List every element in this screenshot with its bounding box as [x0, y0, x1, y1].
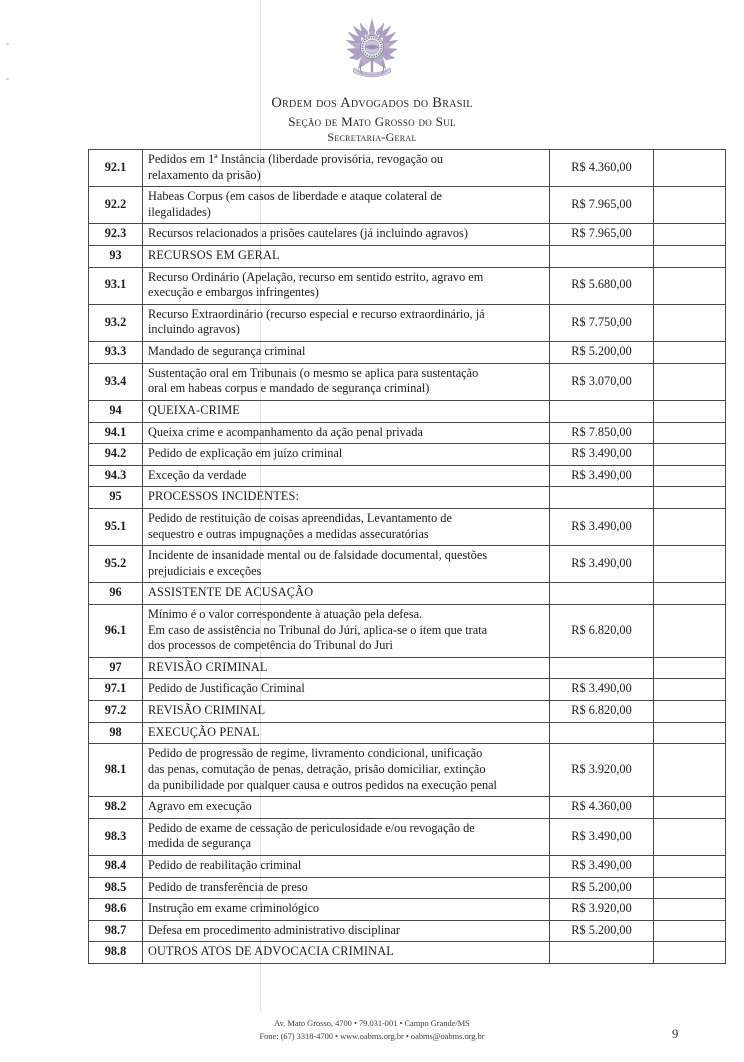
row-code: 92.3	[89, 224, 143, 246]
fee-schedule-table	[88, 149, 726, 964]
table-row	[89, 444, 726, 466]
row-value	[550, 246, 654, 268]
table-row	[89, 818, 726, 855]
row-notes-cell	[654, 877, 726, 899]
row-code: 98.2	[89, 797, 143, 819]
page-number: 9	[672, 1027, 679, 1041]
row-notes-cell	[654, 797, 726, 819]
description-line: ilegalidades)	[148, 204, 211, 219]
row-value: R$ 7.750,00	[550, 304, 654, 341]
description-line: Agravo em execução	[148, 799, 252, 814]
row-description	[143, 920, 550, 942]
description-line: medida de segurança	[148, 836, 252, 851]
row-value: R$ 5.200,00	[550, 920, 654, 942]
row-description	[143, 679, 550, 701]
row-code: 97	[89, 657, 143, 679]
table-row	[89, 920, 726, 942]
row-code: 96	[89, 583, 143, 605]
row-code: 98.8	[89, 942, 143, 964]
description-line: Instrução em exame criminológico	[148, 901, 320, 916]
row-value: R$ 3.490,00	[550, 465, 654, 487]
row-notes-cell	[654, 744, 726, 797]
row-value	[550, 400, 654, 422]
org-title-line-1: Ordem dos Advogados do Brasil	[271, 95, 473, 111]
scan-speck	[6, 78, 9, 80]
footer-address: Av. Mato Grosso, 4700 • 79.031-001 • Campo Grande/MS	[274, 1019, 470, 1028]
description-line: Pedido de restituição de coisas apreendidas, Levantamento de	[148, 510, 452, 525]
row-notes-cell	[654, 267, 726, 304]
row-code: 95.2	[89, 546, 143, 583]
org-title-line-3: Secretaria-Geral	[327, 130, 417, 145]
description-line: dos processos de competência do Tribunal do Juri	[148, 638, 393, 653]
row-code: 94	[89, 400, 143, 422]
row-value: R$ 3.490,00	[550, 818, 654, 855]
row-description	[143, 304, 550, 341]
row-description	[143, 899, 550, 921]
table-row	[89, 701, 726, 723]
row-code: 93.2	[89, 304, 143, 341]
row-description	[143, 605, 550, 658]
row-code: 92.2	[89, 187, 143, 224]
row-notes-cell	[654, 363, 726, 400]
row-notes-cell	[654, 342, 726, 364]
description-line: Pedido de exame de cessação de periculosidade e/ou revogação de	[148, 820, 475, 835]
description-line: relaxamento da prisão)	[148, 167, 261, 182]
description-line: REVISÃO CRIMINAL	[148, 659, 268, 674]
description-line: Pedido de explicação em juízo criminal	[148, 446, 343, 461]
row-notes-cell	[654, 722, 726, 744]
row-notes-cell	[654, 920, 726, 942]
table-row	[89, 304, 726, 341]
description-line: da punibilidade por qualquer causa e outros pedidos na execução penal	[148, 777, 497, 792]
row-description	[143, 487, 550, 509]
organization-title-block	[0, 94, 744, 146]
row-code: 97.2	[89, 701, 143, 723]
row-value: R$ 7.965,00	[550, 187, 654, 224]
row-description	[143, 224, 550, 246]
table-row	[89, 224, 726, 246]
row-code: 92.1	[89, 150, 143, 187]
table-row	[89, 855, 726, 877]
row-value: R$ 3.490,00	[550, 508, 654, 545]
row-code: 98.7	[89, 920, 143, 942]
description-line: QUEIXA-CRIME	[148, 402, 240, 417]
page-footer	[0, 1018, 744, 1043]
row-description	[143, 744, 550, 797]
row-code: 96.1	[89, 605, 143, 658]
row-code: 93.3	[89, 342, 143, 364]
row-description	[143, 818, 550, 855]
row-value	[550, 657, 654, 679]
row-code: 98.4	[89, 855, 143, 877]
table-row	[89, 899, 726, 921]
row-notes-cell	[654, 679, 726, 701]
description-line: incluindo agravos)	[148, 322, 240, 337]
row-notes-cell	[654, 546, 726, 583]
description-line: OUTROS ATOS DE ADVOCACIA CRIMINAL	[148, 944, 394, 959]
row-notes-cell	[654, 444, 726, 466]
table-row	[89, 797, 726, 819]
document-header	[0, 0, 744, 146]
row-code: 98.5	[89, 877, 143, 899]
description-line: Defesa em procedimento administrativo disciplinar	[148, 922, 401, 937]
table-row	[89, 267, 726, 304]
row-notes-cell	[654, 583, 726, 605]
row-description	[143, 877, 550, 899]
row-notes-cell	[654, 818, 726, 855]
row-description	[143, 444, 550, 466]
table-row	[89, 942, 726, 964]
row-value: R$ 3.920,00	[550, 899, 654, 921]
row-value: R$ 4.360,00	[550, 797, 654, 819]
description-line: Mínimo é o valor correspondente à atuação pela defesa.	[148, 607, 423, 622]
row-notes-cell	[654, 605, 726, 658]
org-title-line-2: Seção de Mato Grosso do Sul	[288, 114, 456, 130]
description-line: Recurso Ordinário (Apelação, recurso em sentido estrito, agravo em	[148, 269, 484, 284]
table-row	[89, 487, 726, 509]
row-code: 93.4	[89, 363, 143, 400]
row-code: 97.1	[89, 679, 143, 701]
row-value: R$ 7.850,00	[550, 422, 654, 444]
row-value: R$ 6.820,00	[550, 701, 654, 723]
description-line: Pedido de Justificação Criminal	[148, 681, 305, 696]
row-description	[143, 797, 550, 819]
description-line: sequestro e outras impugnações a medidas assecuratórias	[148, 526, 429, 541]
description-line: Exceção da verdade	[148, 467, 247, 482]
scan-speck	[6, 43, 9, 45]
row-notes-cell	[654, 899, 726, 921]
description-line: das penas, comutação de penas, detração, prisão domiciliar, extinção	[148, 761, 486, 776]
row-description	[143, 465, 550, 487]
row-value	[550, 722, 654, 744]
footer-contact: Fone: (67) 3318-4700 • www.oabms.org.br • oabms@oabms.org.br	[259, 1031, 485, 1041]
table-row	[89, 722, 726, 744]
description-line: Pedido de transferência de preso	[148, 879, 308, 894]
row-notes-cell	[654, 465, 726, 487]
table-row	[89, 422, 726, 444]
description-line: Sustentação oral em Tribunais (o mesmo se aplica para sustentação	[148, 365, 479, 380]
row-notes-cell	[654, 422, 726, 444]
description-line: RECURSOS EM GERAL	[148, 248, 280, 263]
row-value: R$ 3.490,00	[550, 546, 654, 583]
table-row	[89, 546, 726, 583]
description-line: Incidente de insanidade mental ou de falsidade documental, questões	[148, 548, 488, 563]
row-value: R$ 3.490,00	[550, 855, 654, 877]
row-description	[143, 246, 550, 268]
row-description	[143, 583, 550, 605]
row-description	[143, 855, 550, 877]
row-code: 95	[89, 487, 143, 509]
row-value: R$ 5.680,00	[550, 267, 654, 304]
row-description	[143, 722, 550, 744]
row-value: R$ 5.200,00	[550, 342, 654, 364]
description-line: Mandado de segurança criminal	[148, 344, 306, 359]
table-row	[89, 583, 726, 605]
row-value: R$ 5.200,00	[550, 877, 654, 899]
row-code: 95.1	[89, 508, 143, 545]
row-value: R$ 6.820,00	[550, 605, 654, 658]
description-line: Recursos relacionados a prisões cautelares (já incluindo agravos)	[148, 226, 468, 241]
row-value: R$ 4.360,00	[550, 150, 654, 187]
row-description	[143, 657, 550, 679]
table-row	[89, 400, 726, 422]
row-description	[143, 508, 550, 545]
description-line: Recurso Extraordinário (recurso especial e recurso extraordinário, já	[148, 306, 485, 321]
row-code: 94.3	[89, 465, 143, 487]
row-code: 94.2	[89, 444, 143, 466]
table-row	[89, 465, 726, 487]
row-notes-cell	[654, 246, 726, 268]
table-row	[89, 246, 726, 268]
description-line: EXECUÇÃO PENAL	[148, 724, 260, 739]
row-notes-cell	[654, 701, 726, 723]
table-row	[89, 744, 726, 797]
row-code: 98.6	[89, 899, 143, 921]
row-value: R$ 3.490,00	[550, 444, 654, 466]
row-notes-cell	[654, 224, 726, 246]
row-code: 98	[89, 722, 143, 744]
row-value	[550, 942, 654, 964]
row-value	[550, 487, 654, 509]
fee-table-container	[88, 149, 725, 964]
row-value: R$ 3.070,00	[550, 363, 654, 400]
row-description	[143, 546, 550, 583]
row-description	[143, 363, 550, 400]
row-notes-cell	[654, 150, 726, 187]
table-row	[89, 150, 726, 187]
description-line: oral em habeas corpus e mandado de segurança criminal)	[148, 381, 430, 396]
row-code: 98.3	[89, 818, 143, 855]
row-description	[143, 187, 550, 224]
row-description	[143, 400, 550, 422]
row-description	[143, 150, 550, 187]
row-value: R$ 7.965,00	[550, 224, 654, 246]
description-line: prejudiciais e exceções	[148, 563, 262, 578]
row-code: 98.1	[89, 744, 143, 797]
table-row	[89, 605, 726, 658]
row-value: R$ 3.920,00	[550, 744, 654, 797]
row-description	[143, 942, 550, 964]
description-line: Pedidos em 1ª Instância (liberdade provisória, revogação ou	[148, 152, 444, 166]
row-notes-cell	[654, 187, 726, 224]
row-value	[550, 583, 654, 605]
row-description	[143, 701, 550, 723]
table-row	[89, 877, 726, 899]
row-notes-cell	[654, 942, 726, 964]
row-description	[143, 342, 550, 364]
description-line: execução e embargos infringentes)	[148, 285, 319, 300]
table-row	[89, 363, 726, 400]
row-notes-cell	[654, 657, 726, 679]
row-code: 93	[89, 246, 143, 268]
row-description	[143, 267, 550, 304]
row-code: 93.1	[89, 267, 143, 304]
row-notes-cell	[654, 400, 726, 422]
table-row	[89, 508, 726, 545]
table-row	[89, 342, 726, 364]
row-notes-cell	[654, 304, 726, 341]
description-line: Pedido de reabilitação criminal	[148, 857, 302, 872]
description-line: Pedido de progressão de regime, livramento condicional, unificação	[148, 746, 483, 761]
row-value: R$ 3.490,00	[550, 679, 654, 701]
brazil-coat-of-arms-icon	[342, 16, 402, 88]
row-description	[143, 422, 550, 444]
description-line: Habeas Corpus (em casos de liberdade e ataque colateral de	[148, 189, 442, 204]
row-code: 94.1	[89, 422, 143, 444]
table-row	[89, 187, 726, 224]
description-line: ASSISTENTE DE ACUSAÇÃO	[148, 585, 314, 600]
description-line: PROCESSOS INCIDENTES:	[148, 489, 300, 504]
row-notes-cell	[654, 855, 726, 877]
table-row	[89, 679, 726, 701]
description-line: Em caso de assistência no Tribunal do Júri, aplica-se o item que trata	[148, 622, 488, 637]
row-notes-cell	[654, 487, 726, 509]
description-line: Queixa crime e acompanhamento da ação penal privada	[148, 424, 423, 439]
description-line: REVISÃO CRIMINAL	[148, 703, 266, 718]
row-notes-cell	[654, 508, 726, 545]
table-row	[89, 657, 726, 679]
